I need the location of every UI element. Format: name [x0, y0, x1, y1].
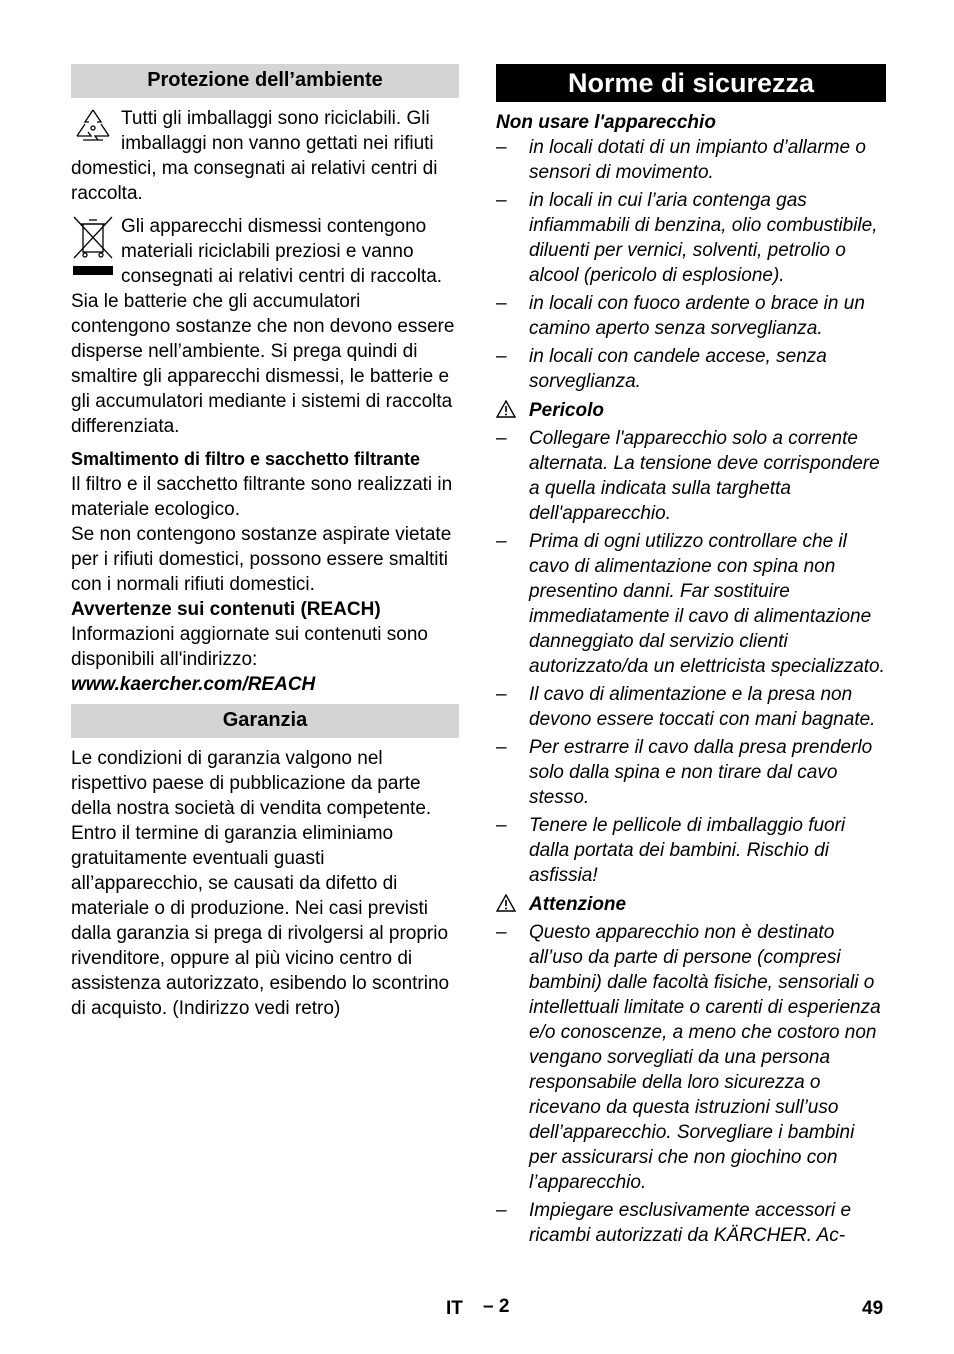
- list-item: – Il cavo di alimentazione e la presa non devono essere toccati con mani bagnate.: [496, 684, 876, 730]
- filter-heading: Smaltimento di filtro e sacchetto filtrante: [71, 449, 421, 469]
- filter-paragraph-2: Se non contengono sostanze aspirate vietate per i rifiuti domestici, possono essere smaltiti con i normali rifiuti domestici.: [71, 524, 452, 595]
- attention-title: Attenzione: [496, 892, 886, 917]
- list-item: – Impiegare esclusivamente accessori e ricambi autorizzati da KÄRCHER. Ac-: [496, 1200, 852, 1246]
- list-item: – Tenere le pellicole di imballaggio fuori dalla portata dei bambini. Rischio di asfissia!: [496, 815, 846, 886]
- no-use-title: Non usare l'apparecchio: [496, 112, 716, 133]
- footer-page-number: 49: [862, 1298, 884, 1319]
- recycle-section: [71, 106, 459, 206]
- list-item: – in locali con candele accese, senza sorveglianza.: [496, 346, 827, 392]
- environment-heading: Protezione dell’ambiente: [71, 64, 459, 98]
- list-item: – in locali dotati di un impianto d’allarme o sensori di movimento.: [496, 137, 866, 183]
- warning-triangle-icon: [496, 400, 516, 425]
- danger-list: [496, 426, 886, 888]
- footer-page-marker: – 2: [483, 1296, 510, 1317]
- safety-heading: Norme di sicurezza: [496, 64, 886, 102]
- list-item: – Collegare l'apparecchio solo a corrente alternata. La tensione deve corrispondere a quella indicata sulla targhetta dell'apparecchio.: [496, 428, 880, 524]
- reach-link[interactable]: www.kaercher.com/REACH: [71, 674, 316, 695]
- left-column: [71, 64, 459, 1021]
- reach-paragraph: Informazioni aggiornate sui contenuti sono disponibili all'indirizzo:: [71, 624, 429, 670]
- list-item: – Prima di ogni utilizzo controllare che il cavo di alimentazione con spina non presentino danni. Far sostituire immediatamente il cavo di alimentazione danneggiato dal servizio clienti autorizzato/da un elettricista specializzato.: [496, 531, 885, 677]
- no-use-list: [496, 135, 886, 394]
- list-item: – Questo apparecchio non è destinato all’uso da parte di persone (compresi bambini) dalle facoltà fisiche, sensoriali o intellettuali limitate o carenti di esperienza e/o conoscenze, a meno che costoro non vengano sorvegliati da una persona responsabile della loro sicurezza o ricevano da questa istruzioni sull’uso dell’apparecchio. Sorvegliare i bambini per assicurarsi che non giochino con l’apparecchio.: [496, 922, 881, 1193]
- list-item: – Per estrarre il cavo dalla presa prenderlo solo dalla spina e non tirare dal cavo stesso.: [496, 737, 873, 808]
- warranty-heading: Garanzia: [71, 704, 459, 738]
- list-item: – in locali con fuoco ardente o brace in un camino aperto senza sorveglianza.: [496, 293, 865, 339]
- filter-paragraph-1: Il filtro e il sacchetto filtrante sono realizzati in materiale ecologico.: [71, 474, 453, 520]
- danger-title: Pericolo: [496, 398, 886, 423]
- right-column: [496, 64, 886, 1251]
- footer-language: IT: [446, 1298, 463, 1319]
- reach-heading: Avvertenze sui contenuti (REACH): [71, 599, 381, 620]
- weee-section: [71, 214, 459, 439]
- weee-paragraph: Gli apparecchi dismessi contengono materiali riciclabili preziosi e vanno consegnati ai relativi centri di raccolta. Sia le batterie che gli accumulatori contengono sostanze che non devono essere disperse nell’ambiente. Si prega quindi di smaltire gli apparecchi dismessi, le batterie e gli accumulatori mediante i sistemi di raccolta differenziata.: [71, 216, 455, 437]
- warranty-paragraph: Le condizioni di garanzia valgono nel rispettivo paese di pubblicazione da parte della nostra società di vendita competente. Entro il termine di garanzia eliminiamo gratuitamente eventuali guasti all’apparecchio, se causati da difetto di materiale o di produzione. Nei casi previsti dalla garanzia si prega di rivolgersi al proprio rivenditore, oppure al più vicino centro di assistenza autorizzato, esibendo lo scontrino di acquisto. (Indirizzo vedi retro): [71, 748, 450, 1019]
- list-item: – in locali in cui l’aria contenga gas infiammabili di benzina, olio combustibile, diluenti per vernici, solventi, petrolio o alcool (pericolo di esplosione).: [496, 190, 878, 286]
- recycle-paragraph: Tutti gli imballaggi sono riciclabili. Gli imballaggi non vanno gettati nei rifiuti domestici, ma consegnati ai relativi centri di raccolta.: [71, 108, 438, 204]
- warning-triangle-icon: [496, 894, 516, 919]
- recycle-icon: [71, 106, 121, 156]
- crossed-bin-icon: [71, 214, 121, 286]
- attention-list: [496, 920, 886, 1248]
